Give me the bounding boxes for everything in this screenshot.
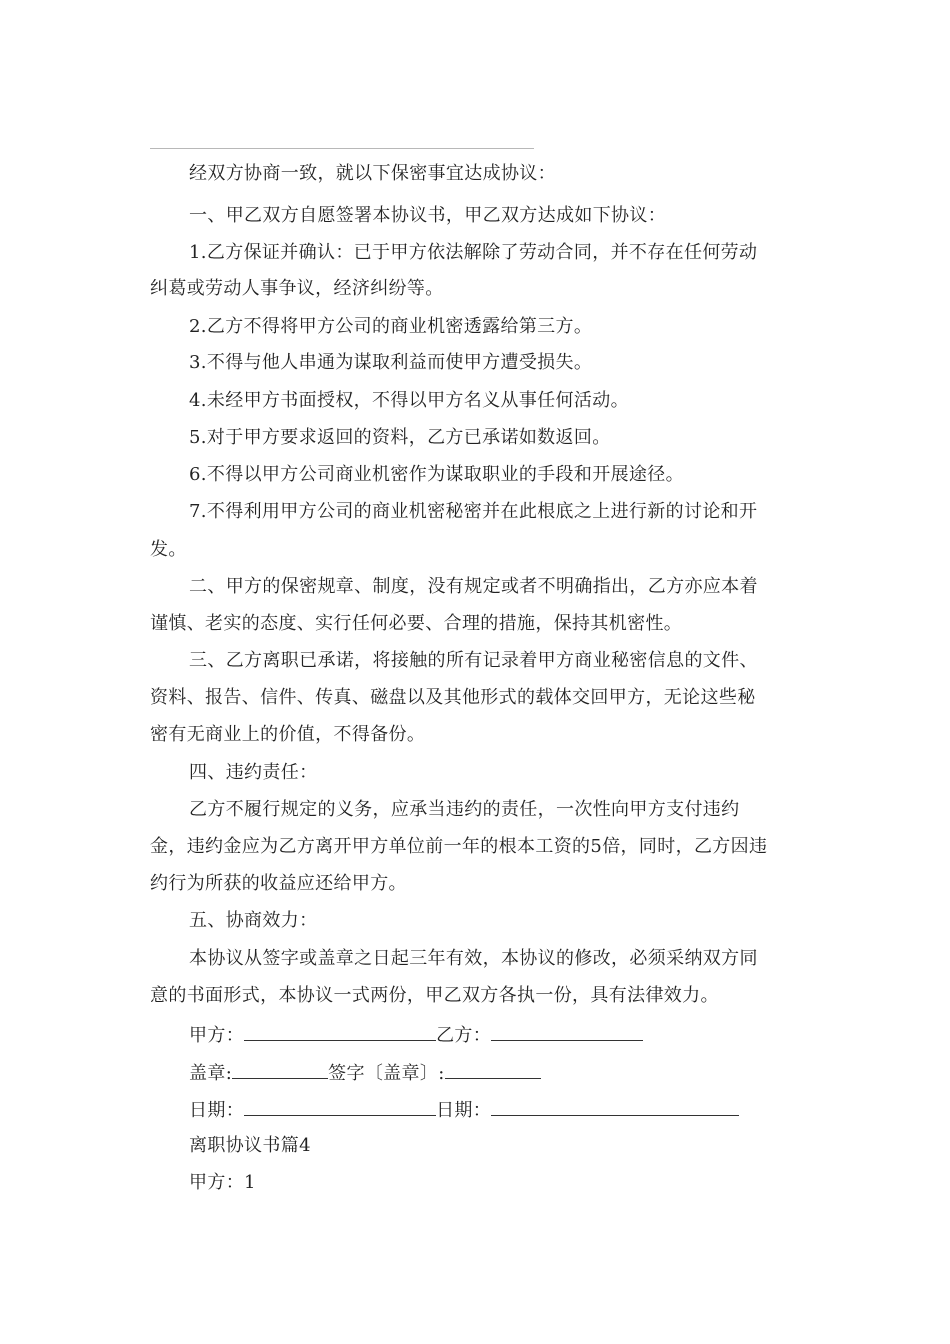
clause-3: 3.不得与他人串通为谋取利益而使甲方遭受损失。 [189,352,593,373]
date-b-label: 日期： [436,1100,492,1121]
section-4-line-2: 金，违约金应为乙方离开甲方单位前一年的根本工资的5倍，同时，乙方因违 [150,836,768,857]
clause-6: 6.不得以甲方公司商业机密作为谋取职业的手段和开展途径。 [189,464,684,485]
section-3-line-2: 资料、报告、信件、传真、磁盘以及其他形式的载体交回甲方，无论这些秘 [150,687,756,708]
clause-2: 2.乙方不得将甲方公司的商业机密透露给第三方。 [189,316,593,337]
next-party-a: 甲方：1 [189,1172,256,1193]
signature-blank[interactable] [445,1058,541,1079]
date-b-blank[interactable] [491,1095,739,1116]
section-4-line-1: 乙方不履行规定的义务，应承当违约的责任，一次性向甲方支付违约 [189,799,740,820]
intro-paragraph: 经双方协商一致，就以下保密事宜达成协议： [189,163,556,184]
section-4-line-3: 约行为所获的收益应还给甲方。 [150,873,407,894]
party-signature-row [189,1020,643,1049]
date-a-label: 日期： [189,1100,245,1121]
clause-1-line-2: 纠葛或劳动人事争议，经济纠纷等。 [150,278,444,299]
party-a-label: 甲方： [189,1025,245,1046]
section-3-line-1: 三、乙方离职已承诺，将接触的所有记录着甲方商业秘密信息的文件、 [189,650,758,671]
clause-4: 4.未经甲方书面授权，不得以甲方名义从事任何活动。 [189,390,629,411]
section-1-heading: 一、甲乙双方自愿签署本协议书，甲乙双方达成如下协议： [189,205,667,226]
clause-1-line-1: 1.乙方保证并确认：已于甲方依法解除了劳动合同，并不存在任何劳动 [189,242,758,263]
date-row [189,1095,739,1124]
clause-5: 5.对于甲方要求返回的资料，乙方已承诺如数返回。 [189,427,611,448]
section-2-line-2: 谨慎、老实的态度、实行任何必要、合理的措施，保持其机密性。 [150,613,683,634]
section-5-heading: 五、协商效力： [189,910,318,931]
section-3-line-3: 密有无商业上的价值，不得备份。 [150,724,426,745]
section-5-line-1: 本协议从签字或盖章之日起三年有效，本协议的修改，必须采纳双方同 [189,948,758,969]
seal-blank[interactable] [232,1058,328,1079]
party-b-label: 乙方： [436,1025,492,1046]
signature-label: 签字〔盖章〕: [328,1063,445,1084]
party-a-blank[interactable] [244,1020,436,1041]
clause-7-line-1: 7.不得利用甲方公司的商业机密秘密并在此根底之上进行新的讨论和开 [189,501,758,522]
party-b-blank[interactable] [491,1020,643,1041]
seal-signature-row [189,1058,541,1087]
seal-label: 盖章: [189,1063,233,1084]
header-divider [150,148,534,149]
section-4-heading: 四、违约责任： [189,762,318,783]
next-agreement-title: 离职协议书篇4 [189,1135,311,1156]
section-5-line-2: 意的书面形式，本协议一式两份，甲乙双方各执一份，具有法律效力。 [150,985,719,1006]
clause-7-line-2: 发。 [150,539,187,560]
date-a-blank[interactable] [244,1095,436,1116]
section-2-line-1: 二、甲方的保密规章、制度，没有规定或者不明确指出，乙方亦应本着 [189,576,758,597]
